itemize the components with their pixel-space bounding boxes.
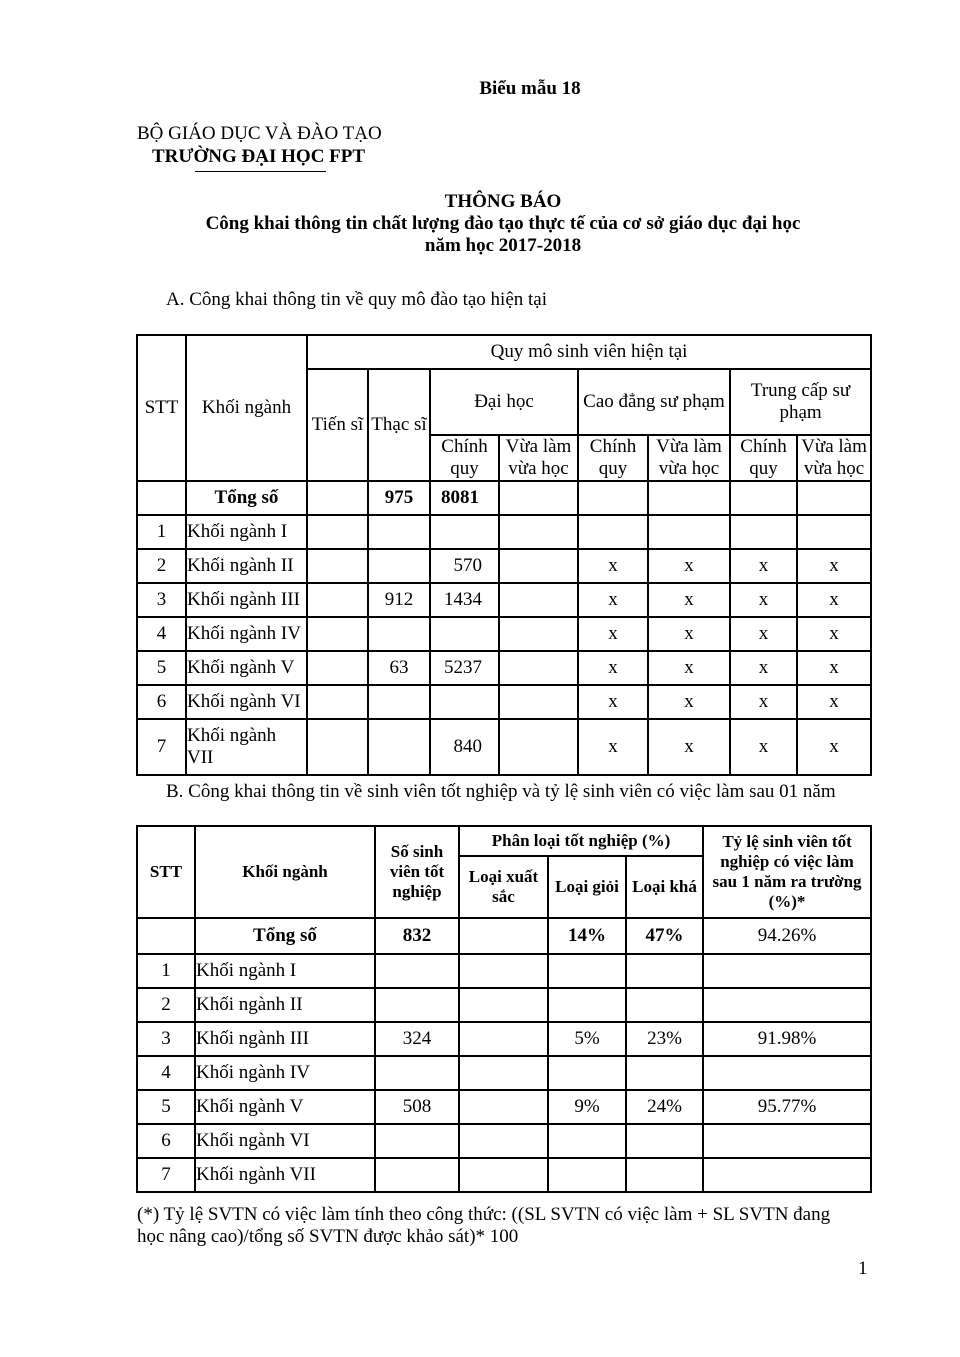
table-row <box>137 515 871 549</box>
row-thac-si: 63 <box>368 651 430 685</box>
table-row <box>137 1022 871 1056</box>
table-row <box>137 954 871 988</box>
table-row <box>137 617 871 651</box>
total-label: Tổng số <box>186 481 307 515</box>
row-stt: 4 <box>137 617 186 651</box>
row-thac-si <box>368 685 430 719</box>
row-tien-si <box>307 617 368 651</box>
row-dh-cq: 840 <box>430 719 499 775</box>
row-stt: 3 <box>137 583 186 617</box>
row-name: Khối ngành V <box>186 651 307 685</box>
row-dh-vl <box>499 685 578 719</box>
footnote-line-2: học nâng cao)/tổng số SVTN được khảo sát)* 100 <box>137 1226 519 1247</box>
row-stt: 3 <box>137 1022 195 1056</box>
total-row <box>137 481 871 515</box>
row-ty-le: 91.98% <box>703 1022 871 1056</box>
row-gioi <box>548 1124 626 1158</box>
footnote-line-1: (*) Tỷ lệ SVTN có việc làm tính theo công thức: ((SL SVTN có việc làm + SL SVTN đang <box>137 1204 831 1225</box>
header-cao-dang: Cao đẳng sư phạm <box>578 369 730 435</box>
row-stt: 4 <box>137 1056 195 1090</box>
row-gioi <box>548 988 626 1022</box>
row-so-sv: 324 <box>375 1022 459 1056</box>
table-row <box>137 651 871 685</box>
row-tc-cq: x <box>730 583 797 617</box>
row-name: Khối ngành IV <box>195 1056 375 1090</box>
header-khoi-nganh: Khối ngành <box>186 335 307 481</box>
header-stt: STT <box>137 826 195 918</box>
row-ty-le <box>703 1158 871 1192</box>
row-gioi: 5% <box>548 1022 626 1056</box>
row-dh-vl <box>499 617 578 651</box>
header-group-classification: Phân loại tốt nghiệp (%) <box>459 826 703 856</box>
row-so-sv <box>375 1124 459 1158</box>
row-tien-si <box>307 515 368 549</box>
row-name: Khối ngành I <box>195 954 375 988</box>
table-row <box>137 1090 871 1124</box>
row-gioi <box>548 1158 626 1192</box>
page-number: 1 <box>858 1258 868 1279</box>
row-stt: 2 <box>137 988 195 1022</box>
row-xuat-sac <box>459 1056 548 1090</box>
row-dh-cq: 570 <box>430 549 499 583</box>
row-stt: 7 <box>137 1158 195 1192</box>
row-name: Khối ngành II <box>195 988 375 1022</box>
total-row <box>137 918 871 954</box>
row-tc-vl: x <box>797 549 871 583</box>
row-stt: 6 <box>137 1124 195 1158</box>
row-tc-cq: x <box>730 617 797 651</box>
row-name: Khối ngành III <box>195 1022 375 1056</box>
row-dh-cq: 5237 <box>430 651 499 685</box>
header-tien-si: Tiến sĩ <box>307 369 368 481</box>
row-stt: 1 <box>137 954 195 988</box>
total-gioi: 14% <box>548 918 626 954</box>
header-dh-vua-lam: Vừa làm vừa học <box>499 435 578 481</box>
row-thac-si <box>368 515 430 549</box>
header-dai-hoc: Đại học <box>430 369 578 435</box>
row-dh-cq: 1434 <box>430 583 499 617</box>
row-dh-cq <box>430 515 499 549</box>
row-tc-cq: x <box>730 549 797 583</box>
row-kha <box>626 988 703 1022</box>
row-cd-vl: x <box>648 583 730 617</box>
header-trung-cap: Trung cấp sư phạm <box>730 369 871 435</box>
row-thac-si: 912 <box>368 583 430 617</box>
row-cd-cq: x <box>578 549 648 583</box>
training-scale-table <box>136 334 872 776</box>
total-kha: 47% <box>626 918 703 954</box>
row-xuat-sac <box>459 1124 548 1158</box>
total-stt <box>137 481 186 515</box>
row-dh-cq <box>430 617 499 651</box>
row-tc-vl: x <box>797 719 871 775</box>
row-cd-vl: x <box>648 685 730 719</box>
school-underline <box>195 171 326 172</box>
header-thac-si: Thạc sĩ <box>368 369 430 481</box>
header-stt: STT <box>137 335 186 481</box>
row-cd-vl <box>648 515 730 549</box>
row-dh-vl <box>499 719 578 775</box>
row-name: Khối ngành V <box>195 1090 375 1124</box>
total-thac-si: 975 <box>368 481 430 515</box>
total-xuat-sac <box>459 918 548 954</box>
row-name: Khối ngành VII <box>195 1158 375 1192</box>
row-stt: 5 <box>137 651 186 685</box>
row-xuat-sac <box>459 1090 548 1124</box>
header-cd-vua-lam: Vừa làm vừa học <box>648 435 730 481</box>
row-gioi <box>548 1056 626 1090</box>
table-row <box>137 685 871 719</box>
row-thac-si <box>368 719 430 775</box>
header-kha: Loại khá <box>626 856 703 918</box>
header-group-scale: Quy mô sinh viên hiện tại <box>307 335 871 369</box>
total-tc-cq <box>730 481 797 515</box>
row-tien-si <box>307 651 368 685</box>
header-khoi-nganh: Khối ngành <box>195 826 375 918</box>
row-thac-si <box>368 549 430 583</box>
total-cd-cq <box>578 481 648 515</box>
row-ty-le <box>703 988 871 1022</box>
row-cd-vl: x <box>648 617 730 651</box>
row-ty-le <box>703 1056 871 1090</box>
row-tc-vl: x <box>797 685 871 719</box>
row-tc-cq <box>730 515 797 549</box>
row-cd-cq: x <box>578 685 648 719</box>
row-cd-vl: x <box>648 651 730 685</box>
row-name: Khối ngành VI <box>186 685 307 719</box>
row-ty-le <box>703 1124 871 1158</box>
row-kha <box>626 954 703 988</box>
total-dh-cq: 8081 <box>430 481 499 515</box>
row-tien-si <box>307 719 368 775</box>
row-dh-vl <box>499 583 578 617</box>
form-number: Biểu mẫu 18 <box>479 78 581 99</box>
row-tien-si <box>307 583 368 617</box>
row-name: Khối ngành VII <box>186 719 307 775</box>
row-dh-vl <box>499 549 578 583</box>
row-ty-le: 95.77% <box>703 1090 871 1124</box>
total-ty-le: 94.26% <box>703 918 871 954</box>
section-a-heading: A. Công khai thông tin về quy mô đào tạo hiện tại <box>166 289 548 310</box>
row-name: Khối ngành III <box>186 583 307 617</box>
row-tc-vl: x <box>797 583 871 617</box>
row-name: Khối ngành II <box>186 549 307 583</box>
section-b-heading: B. Công khai thông tin về sinh viên tốt nghiệp và tỷ lệ sinh viên có việc làm sau 01 năm <box>166 781 836 802</box>
row-so-sv <box>375 988 459 1022</box>
row-so-sv: 508 <box>375 1090 459 1124</box>
row-xuat-sac <box>459 988 548 1022</box>
row-cd-vl: x <box>648 549 730 583</box>
total-label: Tổng số <box>195 918 375 954</box>
header-so-sinh-vien: Số sinh viên tốt nghiệp <box>375 826 459 918</box>
row-dh-vl <box>499 651 578 685</box>
row-stt: 6 <box>137 685 186 719</box>
total-so-sv: 832 <box>375 918 459 954</box>
header-gioi: Loại giỏi <box>548 856 626 918</box>
row-tc-vl: x <box>797 651 871 685</box>
row-ty-le <box>703 954 871 988</box>
row-cd-cq: x <box>578 583 648 617</box>
notice-subtitle: Công khai thông tin chất lượng đào tạo thực tế của cơ sở giáo dục đại học <box>205 213 801 234</box>
row-tc-cq: x <box>730 651 797 685</box>
notice-year: năm học 2017-2018 <box>424 235 582 256</box>
row-tc-vl <box>797 515 871 549</box>
header-xuat-sac: Loại xuất sắc <box>459 856 548 918</box>
row-xuat-sac <box>459 954 548 988</box>
row-cd-cq: x <box>578 617 648 651</box>
row-stt: 1 <box>137 515 186 549</box>
row-tien-si <box>307 549 368 583</box>
row-name: Khối ngành VI <box>195 1124 375 1158</box>
row-tien-si <box>307 685 368 719</box>
row-cd-vl: x <box>648 719 730 775</box>
row-thac-si <box>368 617 430 651</box>
notice-title: THÔNG BÁO <box>444 191 562 212</box>
table-row <box>137 1158 871 1192</box>
row-so-sv <box>375 954 459 988</box>
table-row <box>137 1056 871 1090</box>
row-kha <box>626 1158 703 1192</box>
table-row <box>137 988 871 1022</box>
ministry-name: BỘ GIÁO DỤC VÀ ĐÀO TẠO <box>137 123 382 144</box>
row-gioi: 9% <box>548 1090 626 1124</box>
table-row <box>137 1124 871 1158</box>
row-stt: 5 <box>137 1090 195 1124</box>
row-tc-cq: x <box>730 719 797 775</box>
row-kha: 24% <box>626 1090 703 1124</box>
row-so-sv <box>375 1056 459 1090</box>
graduate-employment-table <box>136 825 872 1193</box>
row-xuat-sac <box>459 1158 548 1192</box>
row-cd-cq: x <box>578 719 648 775</box>
total-stt <box>137 918 195 954</box>
row-gioi <box>548 954 626 988</box>
table-row <box>137 549 871 583</box>
row-kha <box>626 1056 703 1090</box>
table-row <box>137 719 871 775</box>
header-tc-vua-lam: Vừa làm vừa học <box>797 435 871 481</box>
row-tc-vl: x <box>797 617 871 651</box>
row-name: Khối ngành I <box>186 515 307 549</box>
total-tien-si <box>307 481 368 515</box>
header-cd-chinh-quy: Chính quy <box>578 435 648 481</box>
row-dh-cq <box>430 685 499 719</box>
row-so-sv <box>375 1158 459 1192</box>
table-row <box>137 583 871 617</box>
row-stt: 7 <box>137 719 186 775</box>
total-dh-vl <box>499 481 578 515</box>
row-dh-vl <box>499 515 578 549</box>
school-name: TRƯỜNG ĐẠI HỌC FPT <box>152 146 366 167</box>
row-name: Khối ngành IV <box>186 617 307 651</box>
row-stt: 2 <box>137 549 186 583</box>
row-xuat-sac <box>459 1022 548 1056</box>
row-kha <box>626 1124 703 1158</box>
row-cd-cq: x <box>578 651 648 685</box>
total-tc-vl <box>797 481 871 515</box>
header-dh-chinh-quy: Chính quy <box>430 435 499 481</box>
total-cd-vl <box>648 481 730 515</box>
row-tc-cq: x <box>730 685 797 719</box>
header-ty-le: Tỷ lệ sinh viên tốt nghiệp có việc làm sau 1 năm ra trường (%)* <box>703 826 871 918</box>
row-kha: 23% <box>626 1022 703 1056</box>
header-tc-chinh-quy: Chính quy <box>730 435 797 481</box>
row-cd-cq <box>578 515 648 549</box>
